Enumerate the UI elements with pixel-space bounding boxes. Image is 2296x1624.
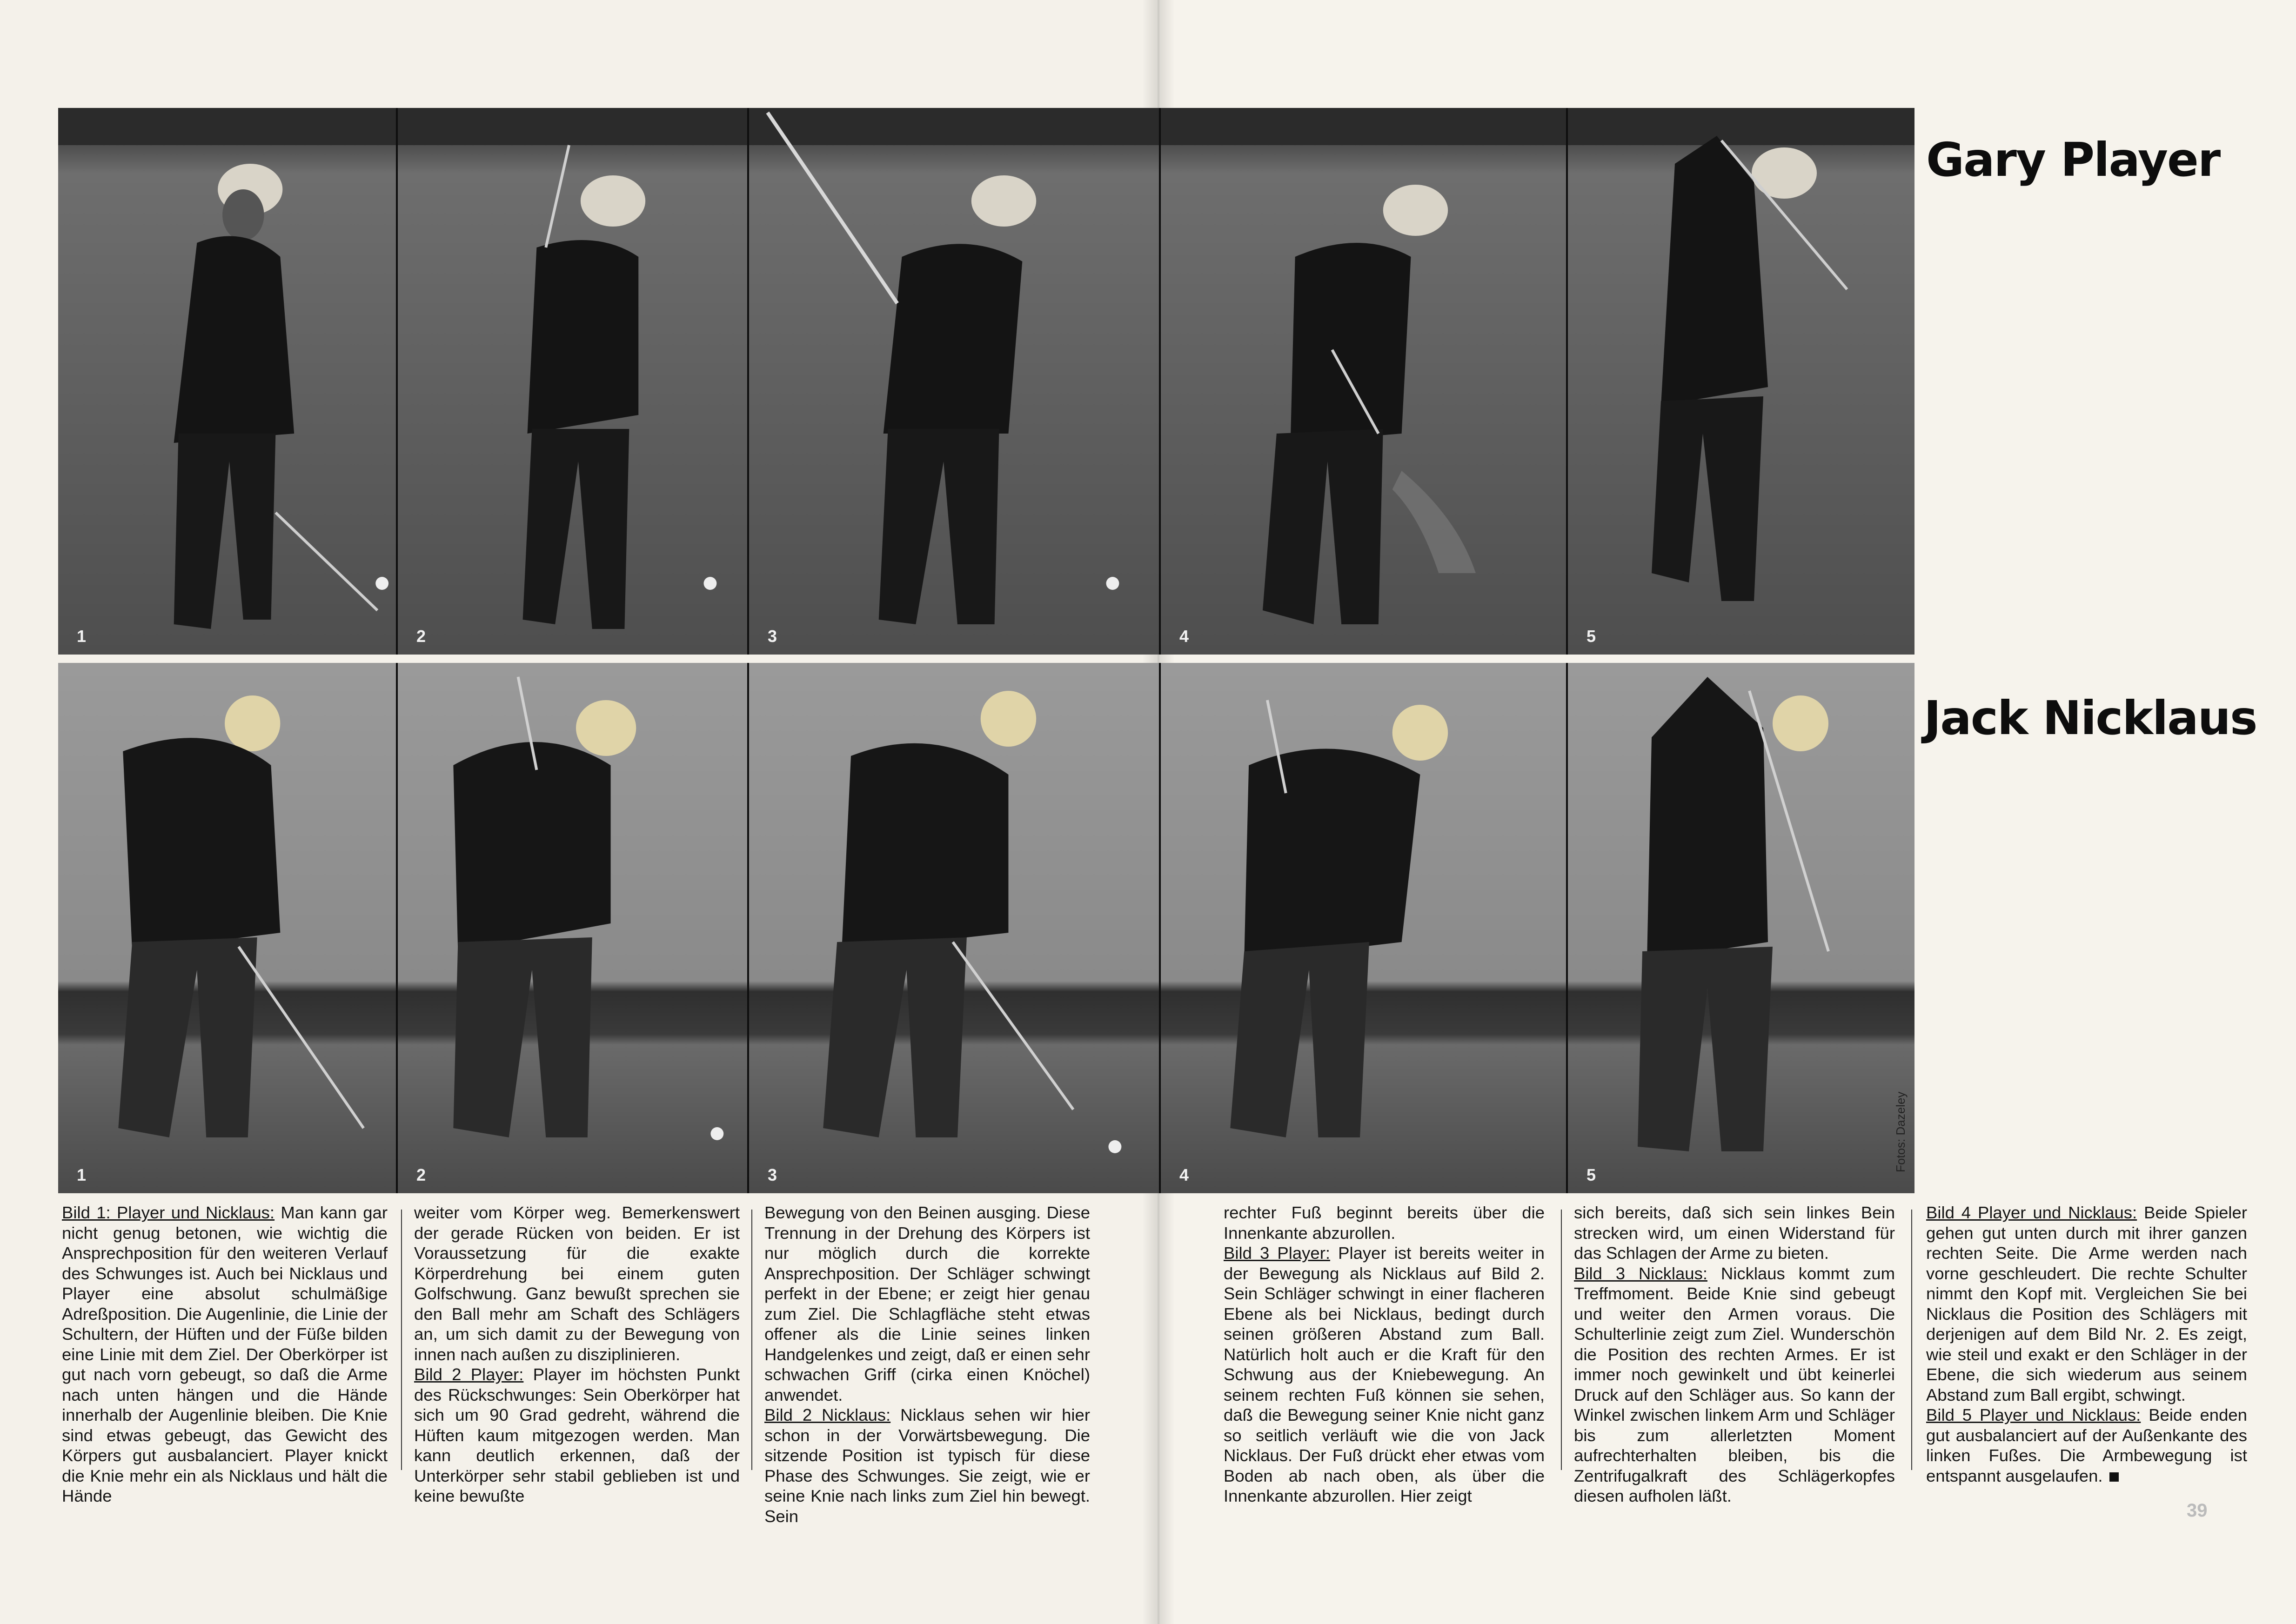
caption-text: Beide Spieler gehen gut unten durch mit ihrer ganzen rechten Seite. Die Arme werden nach vorne geschleudert. Die rechte Schulter nimmt den Kopf mit. Vergleichen Sie bei Nicklaus die Position des Schlägers mit derjenigen auf dem Bild Nr. 2. Es zeigt, wie steil und exakt er den Schläger in der Ebene, die sich wiederum aus seinem Abstand zum Ball ergibt, schwingt. (1926, 1203, 2247, 1404)
frame-number: 2 (416, 627, 426, 646)
caption-text: weiter vom Körper weg. Bemerkenswert der gerade Rücken von beiden. Er ist Voraussetzung für die exakte Körperdrehung bei einem guten Golfschwung. Ganz bewußt sprechen sie den Ball mehr am Schaft des Schlägers an, um sich damit zu der Bewegung von innen nach außen zu disziplinieren. (414, 1203, 740, 1364)
frame-number: 3 (768, 1165, 777, 1184)
photo-strip-gary-player (58, 108, 1914, 655)
frame-number: 1 (77, 627, 87, 646)
golfer-image (749, 108, 1159, 655)
paragraph (1574, 1263, 1895, 1506)
golfer-image (1568, 663, 1914, 1193)
paragraph (1926, 1405, 2247, 1486)
caption-lead: Bild 2 Nicklaus: (764, 1405, 891, 1424)
photo-jack-3 (749, 663, 1161, 1193)
caption-text: Nicklaus kommt zum Treffmoment. Beide Knie sind gebeugt und weiter den Armen voraus. Die Schulterlinie zeigt zum Ziel. Wunderschön die Position des rechten Armes. Er ist immer noch gewinkelt und übt keinerlei Druck auf den Schläger aus. So kann der Winkel zwischen linkem Arm und Schläger bis zum allerletzten Moment aufrechterhalten bleiben, bis die Zentrifugalkraft des Schlägerkopfes diesen aufholen läßt. (1574, 1263, 1895, 1505)
caption-lead: Bild 1: Player und Nicklaus: (62, 1203, 275, 1222)
photo-gary-2 (398, 108, 749, 655)
photo-gary-4 (1161, 108, 1568, 655)
frame-number: 5 (1586, 627, 1596, 646)
caption-text: Man kann gar nicht genug betonen, wie wichtig die Ansprechposition für den weiteren Verlauf des Schwunges ist. Auch bei Nicklaus und Player eine absolut schulmäßige Adreßposition. Die Augenlinie, die Linie der Schultern, der Hüften und der Füße bilden eine Linie mit dem Ziel. Der Oberkörper ist gut nach vorn gebeugt, so daß die Arme nach unten hängen und die Hände innerhalb der Augenlinie bleiben. Die Knie sind etwas gebeugt, das Gewicht des Körpers gut ausbalanciert. Player knickt die Knie mehr ein als Nicklaus und hält die Hände (62, 1203, 388, 1505)
caption-text: Beide enden gut ausbalanciert auf der Außenkante des linken Fußes. Die Armbewegung ist entspannt ausgelaufen. (1926, 1405, 2247, 1485)
end-of-article-mark (2109, 1472, 2119, 1482)
caption-lead: Bild 3 Player: (1224, 1243, 1331, 1263)
caption-lead: Bild 5 Player und Nicklaus: (1926, 1405, 2141, 1424)
paragraph (414, 1364, 740, 1506)
column-rule (1911, 1210, 1912, 1470)
photo-gary-1 (58, 108, 398, 655)
frame-number: 3 (768, 627, 777, 646)
paragraph (1574, 1203, 1895, 1263)
photo-jack-5 (1568, 663, 1914, 1193)
photo-gary-3 (749, 108, 1161, 655)
golfer-image (1568, 108, 1914, 655)
caption-text: Player ist bereits weiter in der Bewegung als Nicklaus auf Bild 2. Sein Schläger schwingt in einer flacheren Ebene als bei Nicklaus, bedingt durch seinen größeren Abstand zum Ball. Natürlich holt auch er die Kraft für den Schwung aus der Kniebewegung. An seinem rechten Fuß können sie sehen, daß die Bewegung seiner Knie nicht ganz so seitlich verläuft wie die von Jack Nicklaus. Der Fuß drückt eher etwas vom Boden ab nach oben, als über die Innenkante abzurollen. Hier zeigt (1224, 1243, 1545, 1505)
text-column-6 (1926, 1203, 2247, 1486)
golfer-image (749, 663, 1159, 1193)
column-rule (1561, 1210, 1562, 1470)
paragraph (764, 1203, 1090, 1405)
text-column-1 (62, 1203, 388, 1506)
photo-strip-jack-nicklaus (58, 663, 1914, 1193)
frame-number: 4 (1179, 1165, 1189, 1184)
golfer-image (58, 663, 396, 1193)
paragraph (62, 1203, 388, 1506)
photo-credit: Fotos: Dazeley (1894, 1091, 1908, 1172)
photo-jack-4 (1161, 663, 1568, 1193)
golfer-image (398, 108, 747, 655)
text-column-5 (1574, 1203, 1895, 1506)
text-column-3 (764, 1203, 1090, 1526)
column-rule (751, 1210, 752, 1470)
paragraph (414, 1203, 740, 1364)
caption-lead: Bild 4 Player und Nicklaus: (1926, 1203, 2137, 1222)
caption-lead: Bild 2 Player: (414, 1365, 524, 1384)
photo-jack-2 (398, 663, 749, 1193)
golfer-image (1161, 108, 1566, 655)
column-rule (401, 1210, 402, 1470)
frame-number: 2 (416, 1165, 426, 1184)
title-gary-player: Gary Player (1926, 133, 2220, 187)
frame-number: 1 (77, 1165, 87, 1184)
frame-number: 4 (1179, 627, 1189, 646)
paragraph (1224, 1243, 1545, 1506)
page-number: 39 (2187, 1500, 2208, 1521)
paragraph (1224, 1203, 1545, 1243)
frame-number: 5 (1586, 1165, 1596, 1184)
photo-gary-5 (1568, 108, 1914, 655)
caption-text: Nicklaus sehen wir hier schon in der Vorwärtsbewegung. Die sitzende Position ist typisch für diese Phase des Schwunges. Sie zeigt, wie er seine Knie nach links zum Ziel hin bewegt. Sein (764, 1405, 1090, 1526)
golfer-image (1161, 663, 1566, 1193)
caption-lead: Bild 3 Nicklaus: (1574, 1263, 1707, 1283)
caption-text: Bewegung von den Beinen ausging. Diese Trennung in der Drehung des Körpers ist nur möglich durch die korrekte Ansprechposition. Der Schläger schwingt perfekt in der Ebene; er zeigt hier genau zum Ziel. Die Schlagfläche steht etwas offener als die Linie seines linken Handgelenkes und zeigt, daß er einen sehr schwachen Griff (cirka einen Knöchel) anwendet. (764, 1203, 1090, 1404)
text-column-4 (1224, 1203, 1545, 1506)
paragraph (1926, 1203, 2247, 1405)
paragraph (764, 1405, 1090, 1526)
title-jack-nicklaus: Jack Nicklaus (1924, 691, 2257, 745)
caption-text: sich bereits, daß sich sein linkes Bein strecken wird, um einen Widerstand für das Schlagen der Arme zu bieten. (1574, 1203, 1895, 1263)
golfer-image (398, 663, 747, 1193)
caption-text: rechter Fuß beginnt bereits über die Innenkante abzurollen. (1224, 1203, 1545, 1243)
photo-jack-1 (58, 663, 398, 1193)
caption-text: Player im höchsten Punkt des Rückschwunges: Sein Oberkörper hat sich um 90 Grad gedreht, während die Hüften kaum mitgezogen werden. Man kann deutlich erkennen, daß der Unterkörper sehr stabil geblieben ist und keine bewußte (414, 1365, 740, 1505)
golfer-image (58, 108, 396, 655)
text-column-2 (414, 1203, 740, 1506)
